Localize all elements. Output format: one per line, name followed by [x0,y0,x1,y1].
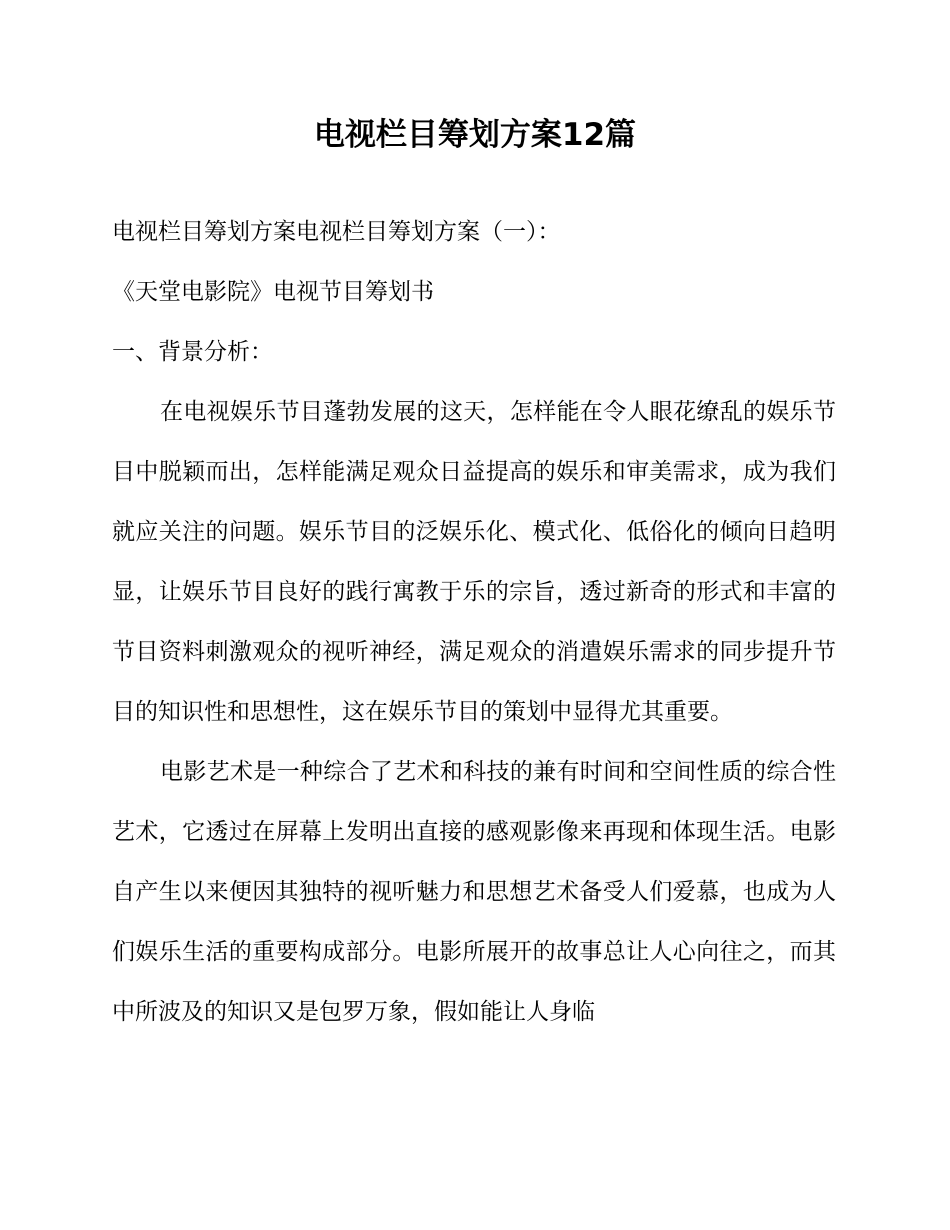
document-body [112,202,836,1042]
paragraph-background-2: 电影艺术是一种综合了艺术和科技的兼有时间和空间性质的综合性艺术，它透过在屏幕上发明出直接的感观影像来再现和体现生活。电影自产生以来便因其独特的视听魅力和思想艺术备受人们爱慕，也成为人们娱乐生活的重要构成部分。电影所展开的故事总让人心向往之，而其中所波及的知识又是包罗万象，假如能让人身临 [112,759,836,1025]
paragraph-subtitle: 电视栏目筹划方案电视栏目筹划方案（一）： [112,219,561,245]
paragraph-background-1: 在电视娱乐节目蓬勃发展的这天，怎样能在令人眼花缭乱的娱乐节目中脱颖而出，怎样能满足观众日益提高的娱乐和审美需求，成为我们就应关注的问题。娱乐节目的泛娱乐化、模式化、低俗化的倾向日趋明显，让娱乐节目良好的践行寓教于乐的宗旨，透过新奇的形式和丰富的节目资料刺激观众的视听神经，满足观众的消遣娱乐需求的同步提升节目的知识性和思想性，这在娱乐节目的策划中显得尤其重要。 [112,399,836,725]
document-title: 电视栏目筹划方案12篇 [313,117,637,153]
paragraph-book-title: 《天堂电影院》电视节目筹划书 [112,279,434,305]
section-heading-background: 一、背景分析： [112,339,273,365]
